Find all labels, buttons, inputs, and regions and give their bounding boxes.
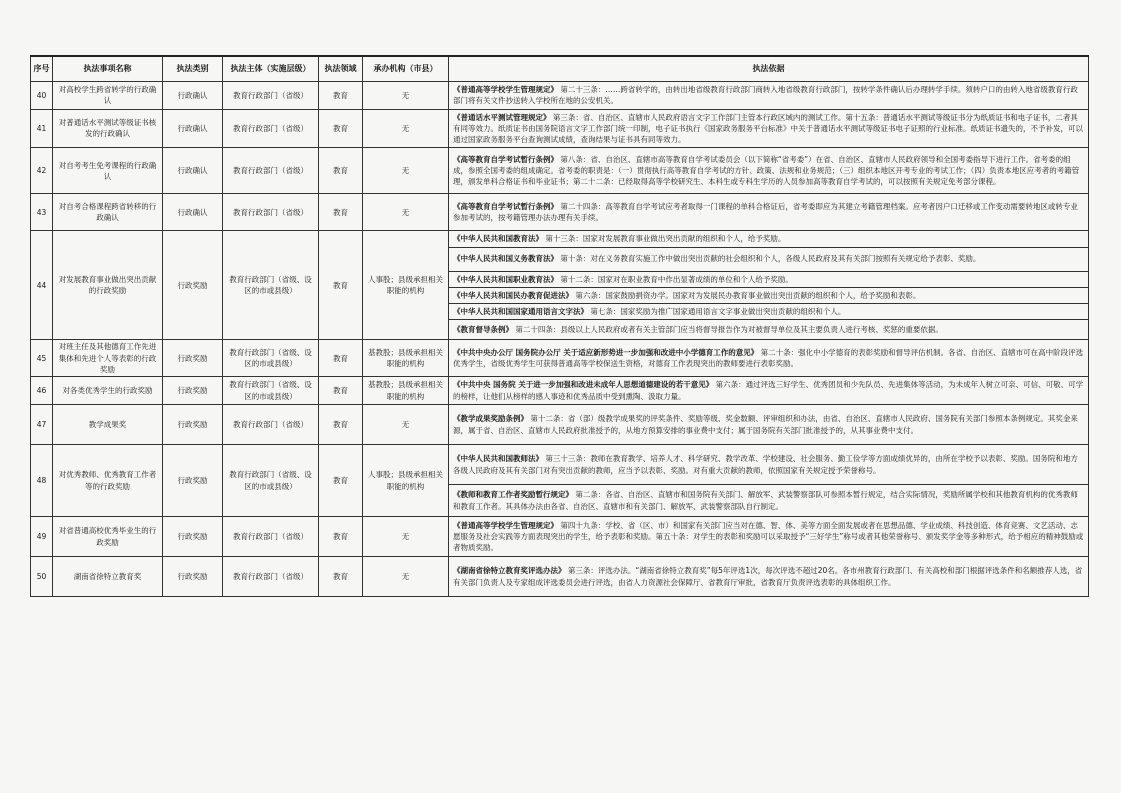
cell-no: 49 — [31, 517, 53, 557]
table-row — [31, 194, 1089, 231]
table-row — [31, 109, 1089, 148]
cell-basis — [449, 485, 1089, 517]
cell-item-name: 对各类优秀学生的行政奖励 — [53, 377, 163, 405]
cell-subject: 教育行政部门（省级、设区的市或县级） — [223, 377, 319, 405]
basis-article-text: 第二十四条：高等教育自学考试应考者取得一门课程的单科合格证后，省考委即应为其建立考籍管理档案。应考者因户口迁移或工作变动需要转地区或转专业参加考试的，按考籍管理办法办理有关手续。 — [453, 202, 1078, 223]
cell-basis — [449, 377, 1089, 405]
basis-article-text: 第七条：国家奖励为推广国家通用语言文字事业做出突出贡献的组织和个人。 — [590, 307, 846, 316]
cell-category: 行政确认 — [163, 194, 223, 231]
cell-agency: 无 — [363, 517, 449, 557]
basis-article-text: 第二条：各省、自治区、直辖市和国务院有关部门、解放军、武装警察部队可参照本暂行规定，结合实际情况，奖励所属学校和其他教育机构的优秀教师和教育工作者。其具体办法由各省、自治区、直辖市和有关部门、解放军、武装警察部队自行制定。 — [453, 490, 1078, 511]
cell-category: 行政奖励 — [163, 405, 223, 445]
basis-article-text: 第十条：对在义务教育实施工作中做出突出贡献的社会组织和个人，各级人民政府及其有关部门按照有关规定给予表彰、奖励。 — [560, 254, 981, 264]
basis-article-text: 第八条：省、自治区、直辖市高等教育自学考试委员会（以下简称“省考委”）在省、自治区、直辖市人民政府领导和全国考委指导下进行工作。省考委的组成，参照全国考委的组成确定。省考委的职责是：（一）贯彻执行高等教育自学考试的方针、政策、法规和业务规范；（三）组织本地区开考专业的考试工作；（四）负责本地区应考者的考籍管理，颁发单科合格证书和毕业证书；第二十二条：已经取得高等学校研究生、本科生或专科生学历的人员参加高等教育自学考试的，可以按照有关规定免考部分课程。 — [453, 154, 1080, 187]
basis-law-title: 《中华人民共和国教师法》 — [453, 454, 543, 464]
basis-article-text: 第三条：评选办法。“湖南省徐特立教育奖”每5年评选1次，每次评选不超过20名。各市州教育行政部门、有关高校和部门根据评选条件和名额推荐人选，省有关部门负责人及专家组成评选委员会进行评选，由省人力资源社会保障厅、省教育厅审批，省教育厅负责评选表彰的具体组织工作。 — [453, 566, 1083, 587]
basis-article-text: 第六条：通过评选三好学生、优秀团员和少先队员、先进集体等活动，为未成年人树立可亲、可信、可敬、可学的榜样，让他们从榜样的感人事迹和优秀品质中受到熏陶、汲取力量。 — [453, 380, 1084, 401]
cell-basis — [449, 320, 1089, 340]
cell-agency: 基教股；县级承担相关职能的机构 — [363, 377, 449, 405]
table-row — [31, 405, 1089, 445]
basis-article-text: 第二十条：强化中小学德育的表彰奖励和督导评估机制。各省、自治区、直辖市可在高中阶段评选优秀学生，省级优秀学生可获得普通高等学校保送生资格，对德育工作表现突出的教师要进行表彰奖励。 — [453, 347, 1084, 369]
cell-field: 教育 — [319, 194, 363, 231]
cell-item-name: 教学成果奖 — [53, 405, 163, 445]
cell-item-name: 对高校学生跨省转学的行政确认 — [53, 82, 163, 110]
cell-subject: 教育行政部门（省级） — [223, 109, 319, 148]
cell-category: 行政奖励 — [163, 377, 223, 405]
cell-no: 41 — [31, 109, 53, 148]
basis-article-text: 第三条：省、自治区、直辖市人民政府语言文字工作部门主管本行政区域内的测试工作。第十五条：普通话水平测试等级证书分为纸质证书和电子证书，二者具有同等效力。纸质证书由国务院语言文字工作部门统一印制，电子证书执行《国家政务服务平台标准》中关于普通话水平测试等级证书电子证照的行业标准。纸质证书遗失的，不予补发，可以通过国家政务服务平台查询测试成绩，查询结果与证书具有同等效力。 — [453, 112, 1083, 144]
basis-law-title: 《中华人民共和国职业教育法》 — [453, 274, 558, 284]
header-no: 序号 — [31, 56, 53, 82]
cell-category: 行政确认 — [163, 148, 223, 194]
cell-item-name: 对班主任及其他德育工作先进集体和先进个人等表彰的行政奖励 — [53, 340, 163, 377]
cell-subject: 教育行政部门（省级、设区的市或县级） — [223, 445, 319, 517]
basis-article-text: 第十二条：省（部）级教学成果奖的评奖条件、奖励等级、奖金数额、评审组织和办法，由省、自治区、直辖市人民政府、国务院有关部门参照本条例规定。其奖金来源，属于省、自治区、直辖市人民政府批准授予的，从地方预算安排的事业费中支付；属于国务院有关部门批准授予的，从其事业费中支付。 — [453, 414, 1078, 435]
cell-field: 教育 — [319, 557, 363, 597]
cell-basis — [449, 82, 1089, 110]
cell-basis — [449, 405, 1089, 445]
cell-agency: 基教股；县级承担相关职能的机构 — [363, 340, 449, 377]
basis-law-title: 《中共中央办公厅 国务院办公厅 关于适应新形势进一步加强和改进中小学德育工作的意见》 — [453, 347, 759, 357]
basis-law-title: 《中华人民共和国教育法》 — [453, 234, 543, 244]
cell-basis — [449, 271, 1089, 287]
basis-article-text: 第六条：国家鼓励捐资办学。国家对为发展民办教育事业做出突出贡献的组织和个人，给予奖励和表彰。 — [575, 290, 921, 300]
basis-article-text: 第二十三条：……跨省转学的，由转出地省级教育行政部门商转入地省级教育行政部门，按转学条件确认后办理转学手续。须转户口的由转入地省级教育行政部门将有关文件抄送转入学校所在地的公安机关。 — [453, 85, 1078, 106]
cell-no: 44 — [31, 231, 53, 340]
cell-no: 50 — [31, 557, 53, 597]
cell-subject: 教育行政部门（省级、设区的市或县级） — [223, 231, 319, 340]
table-header-row — [31, 56, 1089, 82]
cell-no: 45 — [31, 340, 53, 377]
cell-no: 42 — [31, 148, 53, 194]
cell-basis — [449, 557, 1089, 597]
cell-agency: 无 — [363, 148, 449, 194]
basis-law-title: 《中华人民共和国民办教育促进法》 — [453, 290, 573, 300]
cell-no: 46 — [31, 377, 53, 405]
cell-no: 47 — [31, 405, 53, 445]
table-row — [31, 82, 1089, 110]
table-row — [31, 517, 1089, 557]
enforcement-items-table — [30, 55, 1089, 597]
basis-article-text: 第四十九条：学校、省（区、市）和国家有关部门应当对在德、智、体、美等方面全面发展或者在思想品德、学业成绩、科技创造、体育竞赛、文艺活动、志愿服务及社会实践等方面表现突出的学生，给予表彰和奖励。第五十条：对学生的表彰和奖励可以采取授予“三好学生”称号或者其他荣誉称号、颁发奖学金等多种形式，给予相应的精神鼓励或者物质奖励。 — [453, 520, 1084, 553]
cell-category: 行政奖励 — [163, 340, 223, 377]
cell-subject: 教育行政部门（省级） — [223, 194, 319, 231]
basis-law-title: 《教学成果奖励条例》 — [453, 414, 528, 424]
cell-category: 行政奖励 — [163, 231, 223, 340]
cell-field: 教育 — [319, 517, 363, 557]
header-agency: 承办机构（市县） — [363, 56, 449, 82]
basis-law-title: 《中华人民共和国义务教育法》 — [453, 254, 558, 264]
table-row — [31, 340, 1089, 377]
cell-field: 教育 — [319, 445, 363, 517]
cell-agency: 无 — [363, 557, 449, 597]
table-row — [31, 557, 1089, 597]
cell-basis — [449, 148, 1089, 194]
cell-item-name: 对自考考生免考课程的行政确认 — [53, 148, 163, 194]
header-category: 执法类别 — [163, 56, 223, 82]
cell-item-name: 对普通话水平测试等级证书核发的行政确认 — [53, 109, 163, 148]
basis-law-title: 《中共中央 国务院 关于进一步加强和改进未成年人思想道德建设的若干意见》 — [453, 380, 714, 390]
cell-agency: 人事股；县级承担相关职能的机构 — [363, 231, 449, 340]
cell-basis — [449, 194, 1089, 231]
cell-item-name: 对自考合格课程跨省转移的行政确认 — [53, 194, 163, 231]
cell-field: 教育 — [319, 82, 363, 110]
cell-field: 教育 — [319, 109, 363, 148]
table-row — [31, 231, 1089, 247]
basis-article-text: 第十二条：国家对在职业教育中作出显著成绩的单位和个人给予奖励。 — [560, 274, 793, 284]
header-subject: 执法主体（实施层级） — [223, 56, 319, 82]
cell-field: 教育 — [319, 148, 363, 194]
cell-basis — [449, 304, 1089, 320]
basis-law-title: 《普通高等学校学生管理规定》 — [453, 85, 558, 94]
cell-field: 教育 — [319, 377, 363, 405]
cell-basis — [449, 445, 1089, 485]
cell-no: 48 — [31, 445, 53, 517]
cell-basis — [449, 287, 1089, 303]
cell-field: 教育 — [319, 231, 363, 340]
cell-item-name: 对发展教育事业做出突出贡献的行政奖励 — [53, 231, 163, 340]
basis-law-title: 《湖南省徐特立教育奖评选办法》 — [453, 566, 566, 576]
cell-category: 行政奖励 — [163, 517, 223, 557]
cell-item-name: 湖南省徐特立教育奖 — [53, 557, 163, 597]
basis-law-title: 《教师和教育工作者奖励暂行规定》 — [453, 490, 573, 500]
cell-item-name: 对省普通高校优秀毕业生的行政奖励 — [53, 517, 163, 557]
cell-no: 43 — [31, 194, 53, 231]
cell-subject: 教育行政部门（省级） — [223, 405, 319, 445]
basis-law-title: 《普通高等学校学生管理规定》 — [453, 520, 558, 530]
cell-no: 40 — [31, 82, 53, 110]
cell-basis — [449, 247, 1089, 271]
cell-field: 教育 — [319, 405, 363, 445]
cell-category: 行政确认 — [163, 82, 223, 110]
cell-basis — [449, 109, 1089, 148]
basis-law-title: 《教育督导条例》 — [453, 325, 513, 335]
header-item-name: 执法事项名称 — [53, 56, 163, 82]
cell-category: 行政奖励 — [163, 445, 223, 517]
cell-agency: 无 — [363, 405, 449, 445]
cell-basis — [449, 231, 1089, 247]
basis-article-text: 第二十四条：县级以上人民政府或者有关主管部门应当将督导报告作为对被督导单位及其主要负责人进行考核、奖惩的重要依据。 — [515, 325, 943, 335]
basis-law-title: 《高等教育自学考试暂行条例》 — [453, 154, 558, 164]
cell-subject: 教育行政部门（省级） — [223, 517, 319, 557]
cell-basis — [449, 517, 1089, 557]
basis-article-text: 第三十三条：教师在教育教学、培养人才、科学研究、教学改革、学校建设、社会服务、勤工俭学等方面成绩优异的，由所在学校予以表彰、奖励。国务院和地方各级人民政府及其有关部门对有突出贡献的教师，应当予以表彰、奖励。对有重大贡献的教师，依照国家有关规定授予荣誉称号。 — [453, 454, 1078, 475]
basis-law-title: 《中华人民共和国国家通用语言文字法》 — [453, 307, 588, 316]
header-field: 执法领域 — [319, 56, 363, 82]
cell-item-name: 对优秀教师、优秀教育工作者等的行政奖励 — [53, 445, 163, 517]
cell-field: 教育 — [319, 340, 363, 377]
cell-subject: 教育行政部门（省级） — [223, 148, 319, 194]
cell-subject: 教育行政部门（省级） — [223, 557, 319, 597]
table-row — [31, 445, 1089, 485]
cell-agency: 无 — [363, 194, 449, 231]
cell-subject: 教育行政部门（省级） — [223, 82, 319, 110]
cell-category: 行政奖励 — [163, 557, 223, 597]
basis-law-title: 《普通话水平测试管理规定》 — [453, 112, 551, 122]
basis-law-title: 《高等教育自学考试暂行条例》 — [453, 202, 558, 211]
cell-agency: 无 — [363, 109, 449, 148]
basis-article-text: 第十三条：国家对发展教育事业做出突出贡献的组织和个人，给予奖励。 — [545, 234, 786, 244]
header-basis: 执法依据 — [449, 56, 1089, 82]
cell-category: 行政确认 — [163, 109, 223, 148]
cell-agency: 人事股；县级承担相关职能的机构 — [363, 445, 449, 517]
cell-subject: 教育行政部门（省级、设区的市或县级） — [223, 340, 319, 377]
cell-basis — [449, 340, 1089, 377]
table-row — [31, 148, 1089, 194]
table-row — [31, 377, 1089, 405]
cell-agency: 无 — [363, 82, 449, 110]
